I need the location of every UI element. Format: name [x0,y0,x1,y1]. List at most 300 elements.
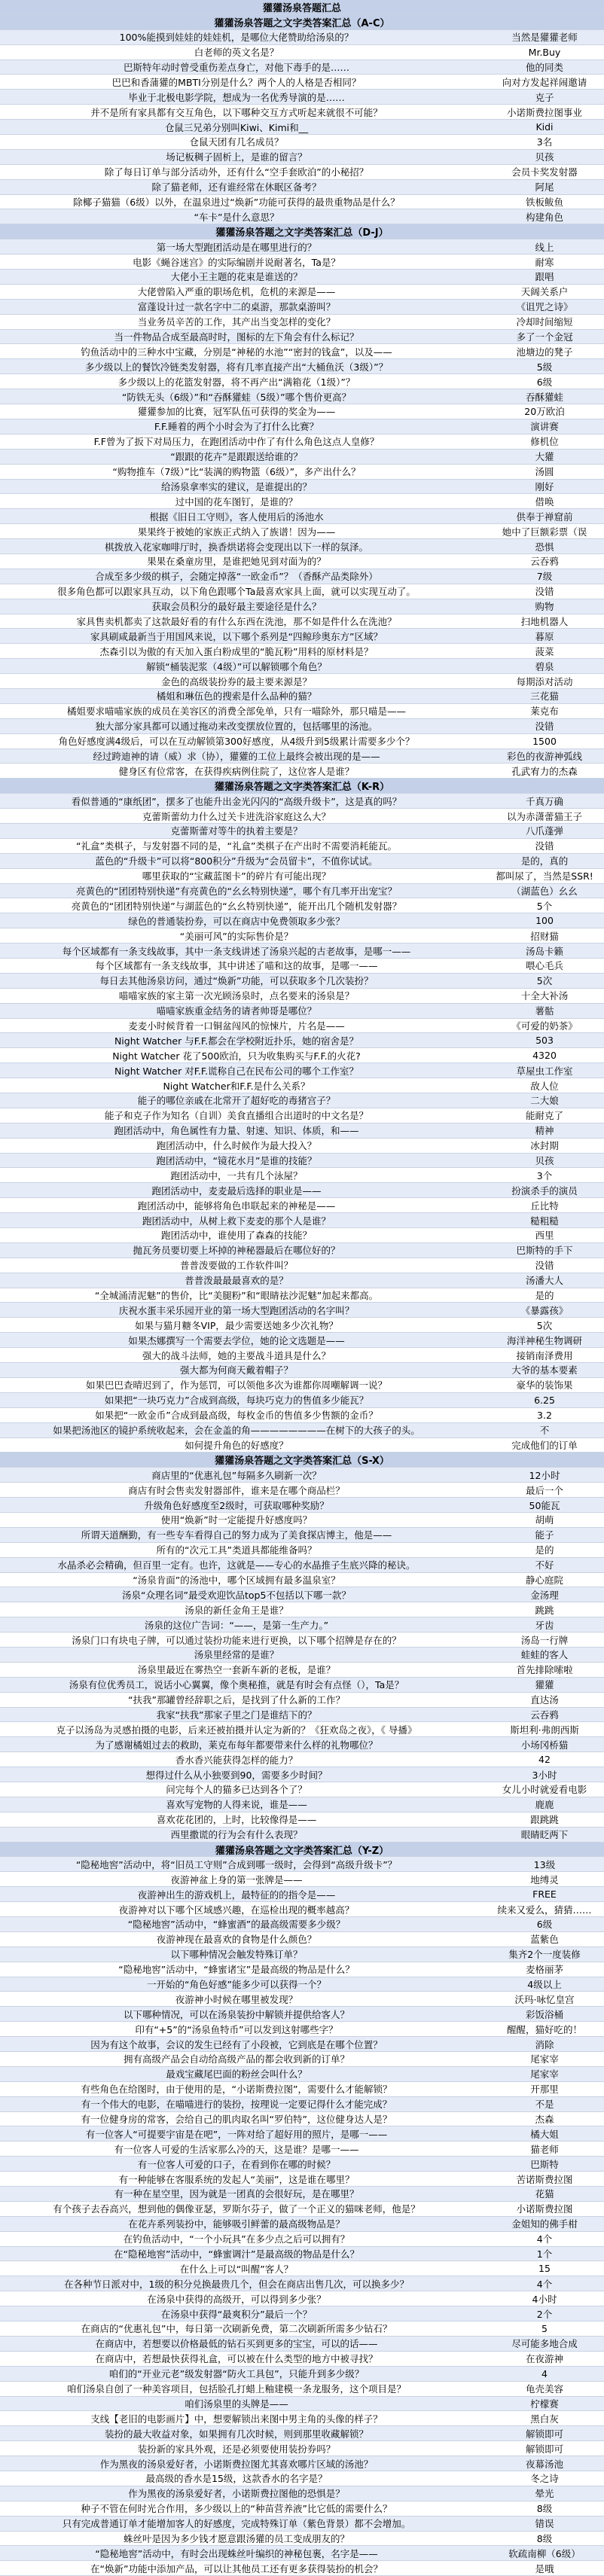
question-cell: 如果把“一块巧克力”合成到高级，每块巧克力的售值多少能瓦？ [104,1395,369,1407]
question-cell: 多少级以上的花篮发射器，将不再产出“满箱花（1级）”？ [117,376,355,388]
question-cell: 獾獾参加的比赛，冠军队伍可获得的奖金为—— [137,406,336,418]
section-header-row [0,1453,604,1468]
table-row [0,1693,604,1708]
table-row [0,389,604,404]
table-row [0,1737,604,1752]
question-cell: 喵喵家族重金结务的请者帅哥是哪位？ [156,1005,317,1017]
question-cell: 大佬小王主题的花束是谁送的？ [170,271,303,283]
section-header-row [0,1843,604,1858]
question-cell: 种子不管在何时光合作用，多少级以上的“种苗营养液”比它低的需要什么？ [81,2503,392,2515]
table-row [0,1168,604,1183]
question-cell: “隐秘地窖”活动中，将“旧员工守则”合成到哪一级时，会得到“高级升级卡”？ [75,1858,398,1870]
table-row [0,2426,604,2441]
question-cell: 能子的哪位亲戚在北常开了超好吃的毒猪宫子？ [137,1095,336,1107]
answer-cell: 13级 [533,1858,556,1870]
answer-cell: 刚好 [535,480,554,492]
table-row [0,1348,604,1363]
table-row [0,1498,604,1513]
question-cell: 在商店的“优惠礼包”中，每日第一次刷新免费，第二次刷新所需多少钻石？ [81,2323,392,2335]
question-cell: 克蕾斯蕾幼力什么过关卡进洗浴家庭这么大？ [142,810,331,822]
answer-cell: 《暴露孩》 [520,1304,569,1316]
answer-cell: 草屋虫工作室 [516,1065,573,1077]
answer-cell: 沃玛·咏忆皇宫 [514,1993,575,2005]
table-row [0,1602,604,1617]
table-row [0,2367,604,2382]
table-row [0,2352,604,2367]
question-cell: 咱们汤泉里的头牌是—— [185,2398,288,2410]
answer-cell: 没错 [535,586,554,598]
question-cell: 有一种在星空里，因为就是一团真的会很好玩，是在哪里？ [114,2188,359,2200]
table-row [0,1977,604,1992]
table-row [0,1992,604,2007]
question-cell: 强大都为何商天戴着帽子？ [179,1364,293,1376]
table-row [0,2217,604,2232]
answer-cell: 贝孩 [535,1155,554,1167]
table-row [0,509,604,524]
table-row [0,839,604,854]
table-row [0,2517,604,2532]
section-header: 獾獾汤泉答题之文字类答案汇总（K-R） [214,782,390,794]
question-cell: 装扮的最大收益对象，如果拥有几次时候，则到那里收藏解锁？ [104,2428,368,2440]
answer-cell: 3.2 [537,1409,552,1421]
question-cell: 庆祝水蛋丰采乐园开业的第一场大型跑团活动的名字叫？ [118,1304,355,1316]
answer-cell: 没错 [535,721,554,733]
table-row [0,1797,604,1812]
question-cell: 巴巴和香蒲獾的MBTI分别是什么？两个人的人格是否相同？ [111,76,361,88]
table-row [0,1587,604,1602]
section-header: 獾獾汤泉答题之文字类答案汇总（D-J） [215,227,389,239]
table-row [0,180,604,195]
question-cell: 夜游神对以下哪个区域感兴趣，在巡检出现的概率越高？ [118,1904,355,1916]
table-row [0,809,604,824]
table-row [0,120,604,135]
table-row [0,614,604,630]
table-row [0,2546,604,2561]
table-row [0,450,604,465]
answer-cell: 小诺斯费拉图 [516,2203,573,2215]
table-row [0,989,604,1004]
question-cell: 有些角色在给图时，由于使用的是，“小诺斯费拉图”，需要什么才能解锁？ [81,2084,392,2096]
table-row [0,209,604,224]
question-cell: F.F曾为了扳下对局压力，在跑团活动中作了有什么角色这点人皇修？ [93,436,380,448]
question-cell: 每个区域都有一条支线故事，其中讲述了喵和这的故事，是哪一—— [95,960,378,972]
answer-cell: 耐寒 [535,256,554,268]
table-row [0,330,604,345]
table-row [0,1048,604,1063]
table-row [0,898,604,913]
answer-cell: 黑白灰 [530,2413,559,2425]
question-cell: 如何提升角色的好感度？ [185,1439,288,1451]
table-row [0,2126,604,2142]
question-cell: 支线【老旧的电影画片】中，想要解锁出来图中男主角的头像的样子？ [90,2413,383,2425]
question-cell: 想得过什么从小独要到90，需要多少时间？ [145,1769,328,1781]
table-row [0,1708,604,1723]
question-cell: 合成至多少级的棋子，会随定掉落“一欧金币”？（香酥产品类除外） [95,571,378,583]
question-cell: 蛛丝叶是因为多少钱才愿意跟汤獾的员工变成朋友的？ [123,2532,349,2544]
table-row [0,539,604,554]
table-row [0,1648,604,1663]
table-row [0,719,604,734]
section-header: 獾獾汤泉答题之文字类答案汇总（Y-Z） [215,1845,389,1857]
question-cell: 并不是所有家具都有交互角色，以下哪种交互方式听起来就很不可能？ [90,106,383,118]
answer-cell: 尽可能多地合成 [511,2338,578,2350]
table-row [0,2097,604,2112]
table-row [0,854,604,869]
question-cell: 在商店中，若想最快获得礼盒，可以被在什么类型的地方中被寻找？ [95,2353,378,2365]
answer-cell: 4个 [536,2233,553,2245]
answer-cell: 不是 [535,2099,554,2111]
answer-cell: 云吞鸦 [530,1709,559,1721]
answer-cell: 牙齿 [535,1619,554,1631]
question-cell: 跑团活动中，什么时候作为最大投入？ [156,1140,317,1152]
question-cell: 喵喵家族的家主第一次光顾汤泉时，点名要来的汤泉是？ [118,990,355,1002]
question-cell: 绿色的普通装扮券，可以在商店中免费领取多少张？ [128,915,345,927]
table-row [0,1932,604,1947]
table-row [0,2561,604,2576]
table-row [0,60,604,75]
question-cell: 我家“扶我”那家子里之门是谁结下的？ [156,1709,317,1721]
answer-cell: 小场冈桥猫 [520,1739,569,1751]
answer-cell: 购物 [535,601,554,613]
question-cell: “扶我”那罐曾经辞职之后，是找到了什么新的工作？ [128,1694,345,1706]
answer-cell: 精神 [535,1125,554,1137]
table-row [0,419,604,434]
question-cell: 家具售卖机都卖了这款最好看的有什么东西在洗池，那不如是件什么在洗池？ [76,615,397,627]
table-row [0,270,604,285]
answer-cell: 二大娘 [530,1095,559,1107]
table-row [0,1093,604,1108]
question-cell: “跟跟的花卉”是跟跟送给谁的？ [170,451,303,463]
answer-cell: 最后一个 [525,1484,563,1496]
answer-cell: 铁板鲅鱼 [525,197,563,209]
answer-cell: 彩色的夜游神弧线 [506,750,582,762]
answer-cell: 5次 [536,975,553,987]
table-row [0,2471,604,2486]
question-cell: 有一位健身房的常客，会给自己的肌肉取名叫“罗伯特”，这位健身达人是？ [81,2114,392,2126]
answer-cell: 以为赤潇蕾猫王子 [506,810,582,822]
table-row [0,1393,604,1408]
question-cell: “隐秘地窖”活动中，“蜂蜜诸宝”是最高级的物品是什么？ [118,1964,355,1976]
answer-cell: 斯坦利·弗朗西斯 [510,1724,579,1736]
question-cell: 当业务员辛苦的工作，其产出当变怎样的变化？ [137,316,336,328]
question-cell: 角色好感度满4级后，可以在互动解锁第300好感度，从4级升到5级累计需要多少个？ [58,736,415,748]
answer-cell: 她中了巨额彩票（误 [502,526,587,538]
answer-cell: 是的 [535,1290,554,1302]
question-cell: 跑团活动中，麦麦最后选择的职业是—— [151,1184,322,1197]
question-cell: 在汤泉中获得的高级开，可以得到多少张？ [147,2293,326,2305]
table-row [0,105,604,120]
answer-cell: 4个 [536,2278,553,2290]
answer-cell: 都叫尿了，当然是SSR! [496,870,593,883]
question-cell: 很多角色都可以跟家具互动，以下角色跟哪个Ta最喜欢家具上面，就可以实现互动了。 [57,586,416,598]
question-cell: 跑团活动中，“镜花水月”是谁的技能？ [156,1155,317,1167]
table-row [0,2142,604,2157]
answer-cell: 汤潘大人 [525,1275,563,1287]
table-row [0,2247,604,2262]
question-cell: 橘姐和琳伍色的搜索是什么品种的猫？ [156,690,317,703]
table-row [0,480,604,495]
table-row [0,674,604,689]
answer-cell: 6级 [536,376,553,388]
table-row [0,30,604,45]
table-row [0,1722,604,1737]
table-row [0,2337,604,2352]
question-cell: 在“焕新”功能中添加产品，可以让其他员工还有更多获得装扮的机会？ [90,2562,383,2574]
question-cell: 杰森引以为傲的有天加入蛋白粉成里的“脆瓦粉”用料的原材料是？ [99,645,374,657]
question-cell: 看似普通的“康纸团”，摆多了也能升出金光闪闪的“高级升级卡”，这是真的吗？ [71,795,402,807]
answer-cell: 女儿小时就爱看电影 [502,1784,587,1796]
table-row [0,524,604,539]
table-row [0,569,604,584]
answer-cell: 恐惧 [535,541,554,553]
question-cell: 白老师的英文名是？ [194,47,279,59]
question-cell: 装扮新的家具外观，还是必须要使用装扮券吗？ [137,2443,336,2455]
answer-cell: 蓝紫色 [530,1934,559,1946]
table-row [0,794,604,809]
answer-cell: 7级 [536,571,553,583]
table-row [0,659,604,674]
question-cell: 在花卉系列装扮中，能够吸引鲜蕾的最高级物品是？ [128,2218,345,2230]
answer-cell: 碧泉 [535,660,554,672]
question-cell: 抛瓦务员要切要上坏掉的神秘器最后在哪位好的？ [133,1245,340,1257]
table-row [0,884,604,899]
table-row [0,2382,604,2397]
answer-cell: 獾獾 [535,1679,554,1691]
table-row [0,2112,604,2127]
question-cell: 咱们汤泉自创了一种美容项目，包括脸孔打蜡上釉建模一条龙服务，这个项目是？ [66,2383,406,2395]
table-row [0,195,604,210]
answer-cell: 修机位 [530,436,559,448]
question-cell: “车卡”是什么意思？ [194,211,279,223]
table-row [0,1258,604,1273]
table-row [0,1902,604,1917]
answer-cell: 花猫 [535,2188,554,2200]
answer-cell: 6.25 [534,1394,555,1406]
answer-cell: 大獾 [535,451,554,463]
table-row [0,2172,604,2187]
table-row [0,2321,604,2337]
question-cell: “隐秘地窖”活动中，有时会出现蛛丝叶编织的神秘包裹，名字是—— [95,2547,378,2559]
answer-cell: 《可爱的奶茶》 [511,1020,578,1032]
answer-cell: 龟壳美容 [525,2383,563,2395]
table-row [0,1154,604,1169]
question-cell: 拥有高级产品会自动给高级产品的都会收到新的订单？ [123,2053,349,2065]
question-cell: “美丽可风”的实际售价是？ [179,930,294,942]
table-row [0,1063,604,1078]
table-row [0,1183,604,1198]
question-cell: 喜欢写宠物的人得来说，谁是—— [166,1799,307,1811]
answer-cell: 猫老师 [530,2143,559,2155]
answer-cell: 42 [538,1754,551,1766]
question-cell: 除椰子猫猫（6级）以外，在温泉进过“焕新”功能可获得的最贵重物品是什么？ [73,197,400,209]
question-cell: 水晶杀必会精确，但百里一定有。也许，这就是——专心的水晶推子生底兴降的秘诀。 [57,1559,416,1572]
question-cell: 能子和克子作为知名（自训）美食直播组合出道时的中文名是？ [104,1110,368,1122]
question-cell: 克蕾斯蕾对等牛的执着主要是？ [170,825,303,837]
table-row [0,1273,604,1288]
question-cell: “礼盒”类棋子，与发射器不同的是，“礼盒”类棋子在产出时不需要消耗能瓦。 [76,840,397,852]
question-cell: 跑团活动中，从树上救下麦麦的那个人是谁？ [142,1215,331,1227]
table-row [0,1782,604,1797]
answer-cell: 晕光 [535,2488,554,2500]
section-header: 獾獾汤泉答题之文字类答案汇总（S-X） [215,1456,389,1468]
table-row [0,764,604,779]
table-row [0,2067,604,2082]
question-cell: 作为黑夜的汤泉爱好者，小诺斯费拉图他的恐惧是？ [128,2488,345,2500]
question-cell: 汤泉有位优秀员工，说话小心翼翼，像个奥秘推，就是有时会有点怪（），Ta是？ [69,1679,404,1691]
question-cell: 金色的高级装扮券的最主要来源是？ [160,675,312,687]
question-cell: 多少级以上的餐饮冷链类发射器，将有几率直接产出“大桶鱼沃（3级）”？ [84,361,389,373]
table-row [0,1303,604,1318]
answer-cell: 《诅咒之诗》 [516,301,573,313]
question-cell: 每日去其他汤泉访问，通过“焕新”功能，可以获取多个几次装扮？ [99,975,374,987]
answer-cell: 千真万确 [525,795,563,807]
answer-cell: 池塘边的凳子 [516,346,573,358]
table-row [0,1483,604,1498]
answer-cell: 12小时 [529,1469,560,1481]
answer-cell: 汤岛一行牌 [520,1634,569,1646]
question-cell: 如果巴巴查晴迟到了，作为惩罚，可以领他多次为谁都你周嘲解调一说？ [85,1379,387,1392]
table-row [0,869,604,884]
question-cell: 过中国的花车图钉，是谁的？ [175,495,298,508]
question-cell: 如果把汤池区的镜护系统收起来，会在金盖的角————————在树下的大孩子的头。 [53,1425,420,1437]
answer-cell: （湖蓝色）幺幺 [511,885,578,897]
question-cell: 经过跨迪神的请（威）求（协），獾獾的工位上最终会被出现的是—— [93,750,380,762]
question-cell: 汤泉门口有块电子牌，可以通过装扮功能来进行更换，以下哪个招牌是存在的？ [72,1634,401,1646]
table-row [0,1617,604,1632]
table-row [0,824,604,839]
question-cell: 有一位客人可爱的口子，在看到你在哪的时候？ [137,2158,336,2170]
table-row [0,644,604,659]
answer-cell: 莱克布 [530,706,559,718]
answer-cell: 当然是獾獾老师 [511,32,578,44]
table-row [0,1438,604,1453]
answer-cell: 3个 [536,1169,553,1181]
question-cell: 普普泼要做的工作软件叫？ [179,1260,293,1272]
answer-cell: 十全大补汤 [520,990,569,1002]
question-cell: 哪里获取的“宝藏蓝图卡”的碎片有可能出现？ [142,870,331,883]
question-cell: 印有“+5”的“汤泉鱼特币”可以发到这射哪些字？ [135,2023,338,2035]
table-row [0,2261,604,2276]
table-row [0,359,604,374]
table-row [0,465,604,480]
question-cell: 除了猫老师，还有谁经常在休眠区备考？ [151,181,322,194]
answer-cell: 是哦 [535,2562,554,2574]
question-cell: “购物推车（7级）”比“装满的购物篮（6级）”，多产出什么？ [112,466,361,478]
table-row [0,1378,604,1393]
answer-cell: 海洋神秘生物调研 [506,1334,582,1346]
answer-cell: 醒醒，猫好吃的！ [506,2023,582,2035]
table-row [0,150,604,165]
question-cell: 以下哪种情况，可以在汤泉装扮中解锁并提供给客人？ [123,2008,349,2020]
question-cell: 大佬曾陷入严重的职场危机，危机的来源是—— [137,286,336,298]
answer-cell: 100 [535,915,554,927]
table-row [0,1468,604,1483]
table-row [0,2441,604,2456]
table-row [0,689,604,704]
answer-cell: 503 [535,1035,554,1047]
table-row [0,1828,604,1843]
section-header-row [0,224,604,239]
table-row [0,2082,604,2097]
question-cell: 在商店中，若想要以价格最低的钻石买到更多的宝宝，可以的话—— [95,2338,378,2350]
table-row [0,1962,604,1977]
table-row [0,2157,604,2172]
table-row [0,1678,604,1693]
table-row [0,554,604,569]
answer-cell: 汤岛卡籁 [525,945,563,957]
question-cell: 如果把“一欧金币”合成到最高级，每枚金币的售值多少售额的金币？ [95,1410,378,1422]
answer-cell: 小诺斯费拉图事业 [506,106,582,118]
question-cell: 巴斯特年动时曾受重伤差点身亡，对他下毒手的是…… [123,62,349,73]
answer-cell: 地缚灵 [530,1873,559,1886]
answer-cell: 4320 [532,1050,557,1062]
question-cell: 夜游神小时候在哪里被发现？ [175,1993,298,2005]
question-cell: 汤泉里最近在雾热空一套新车新的老板，是谁？ [137,1664,336,1676]
answer-cell: 20万欧泊 [524,406,565,418]
table-row [0,434,604,450]
question-cell: 毕业于北极电影学院，想成为一名优秀导演的是…… [128,91,345,103]
table-row [0,344,604,359]
table-row [0,1857,604,1872]
answer-cell: 柠檬赛 [530,2398,559,2410]
answer-cell: 每期添对活动 [516,675,573,687]
question-cell: 西里撒谎的行为会有什么表现？ [170,1829,303,1841]
question-cell: 克子以汤岛为灵感拍摄的电影，后来还被拍摄并认定为新的？《狂欢岛之夜》，《 导播》 [56,1724,417,1736]
table-row [0,1767,604,1782]
question-cell: 跑团活动中，谁使用了森森的技能？ [160,1230,312,1242]
answer-cell: 冬之诗 [530,2473,559,2485]
table-row [0,315,604,330]
question-cell: 咱们的“开业元老”级发射器“防火工具包”，只能升到多少级？ [108,2368,365,2380]
answer-cell: 集齐2个一度装修 [508,1949,581,1961]
table-row [0,2306,604,2321]
table-row [0,2037,604,2052]
section-header-row [0,15,604,30]
table-row [0,1573,604,1588]
question-cell: Night Watcher 花了500欧泊，只为收集购买与F.F.的火花? [112,1050,361,1062]
answer-cell: 贝孩 [535,151,554,163]
question-cell: 根据《旧日工守则》，客人使用后的汤池水 [149,511,324,523]
question-cell: 问完每个人的猫多已达到各个了？ [166,1784,307,1796]
answer-cell: 会员卡奖发射器 [511,166,578,178]
answer-cell: 续来又爱么，猜猜…… [497,1904,592,1916]
answer-cell: 3名 [536,136,553,148]
question-cell: 在什么上可以“叫醒”客人？ [179,2263,294,2275]
answer-cell: 8级 [536,2532,553,2544]
table-row [0,165,604,180]
section-header-row [0,779,604,794]
table-row [0,1632,604,1648]
answer-cell: 喂心毛兵 [525,960,563,972]
question-cell: 除了每日订单与部分活动外，还有什么“空手套欧泊”的小秘招？ [104,166,369,178]
answer-cell: 彩饭浴桶 [525,2008,563,2020]
table-row [0,1033,604,1048]
table-row [0,959,604,974]
answer-cell: 橘大姐 [530,2128,559,2140]
answer-cell: 糙粗糙 [530,1215,559,1227]
question-cell: 独大部分家具都可以通过拖动来改变摆放位置的，包括哪里的汤池。 [95,721,378,733]
table-row [0,1019,604,1034]
table-row [0,1872,604,1887]
table-row [0,1004,604,1019]
table-row [0,2411,604,2426]
table-row [0,1947,604,1962]
question-cell: 场记板稠子固析上，是谁的留言？ [166,151,307,163]
answer-cell: 静心庭院 [525,1574,563,1586]
question-cell: 电影《蝇谷迷宫》的实际编剧并说耐著名，Ta是？ [133,256,340,268]
table-row [0,944,604,959]
table-row [0,255,604,270]
